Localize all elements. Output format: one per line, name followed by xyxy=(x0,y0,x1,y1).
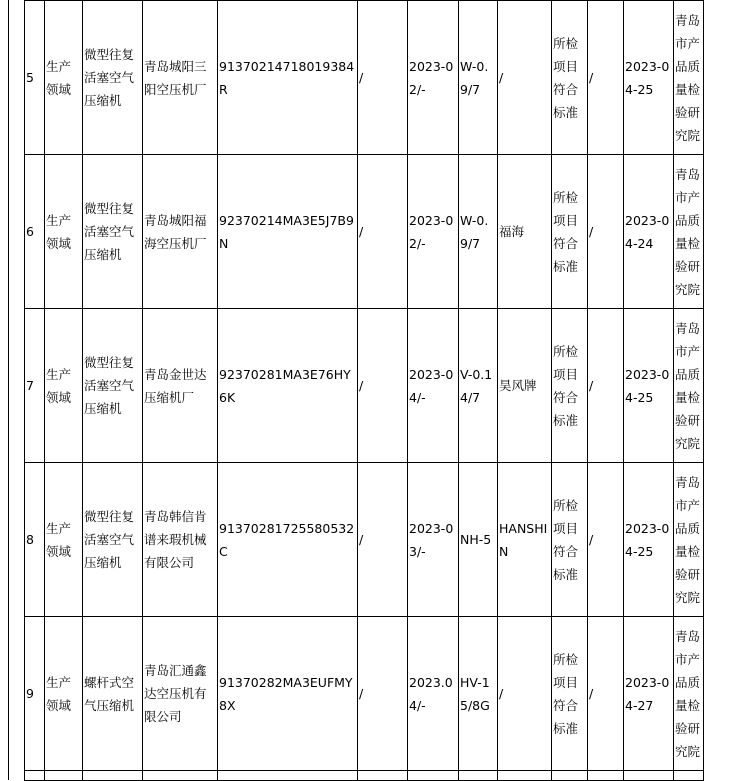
production-date-cell: 2023-03/- xyxy=(408,463,459,617)
row-index: 7 xyxy=(25,309,45,463)
credit-code-cell: 91370282MA3EUFMY8X xyxy=(218,617,358,771)
result-cell: 所检项目符合标准 xyxy=(552,155,588,309)
slash-cell: / xyxy=(358,309,408,463)
brand-cell: 福海 xyxy=(498,155,552,309)
product-cell: 微型往复活塞空气压缩机 xyxy=(83,309,143,463)
brand-cell: 昊风牌 xyxy=(498,309,552,463)
model-cell: W-0.9/7 xyxy=(459,155,498,309)
publish-date-cell: 2023-04-27 xyxy=(624,617,674,771)
slash-cell: / xyxy=(358,617,408,771)
remark-cell: / xyxy=(588,155,624,309)
remark-cell: / xyxy=(588,617,624,771)
production-date-cell: 2023.04/- xyxy=(408,617,459,771)
production-date-cell: 2023-04/- xyxy=(408,309,459,463)
row-index: 8 xyxy=(25,463,45,617)
table-row xyxy=(25,155,704,309)
field-cell: 生产领域 xyxy=(45,463,83,617)
result-cell: 所检项目符合标准 xyxy=(552,1,588,155)
enterprise-cell: 青岛汇通鑫达空压机有限公司 xyxy=(143,617,218,771)
remark-cell: / xyxy=(588,1,624,155)
result-cell: 所检项目符合标准 xyxy=(552,617,588,771)
product-cell: 微型往复活塞空气压缩机 xyxy=(83,463,143,617)
brand-cell: / xyxy=(498,617,552,771)
product-cell: 微型往复活塞空气压缩机 xyxy=(83,155,143,309)
credit-code-cell: 91370281725580532C xyxy=(218,463,358,617)
institution-cell: 青岛市产品质量检验研究院 xyxy=(674,309,704,463)
empty-cell xyxy=(624,771,674,781)
product-cell: 螺杆式空气压缩机 xyxy=(83,617,143,771)
empty-cell xyxy=(143,771,218,781)
product-cell: 微型往复活塞空气压缩机 xyxy=(83,1,143,155)
table-row xyxy=(25,617,704,771)
model-cell: W-0.9/7 xyxy=(459,1,498,155)
empty-cell xyxy=(25,771,45,781)
empty-cell xyxy=(459,771,498,781)
institution-cell: 青岛市产品质量检验研究院 xyxy=(674,155,704,309)
enterprise-cell: 青岛城阳三阳空压机厂 xyxy=(143,1,218,155)
row-index: 9 xyxy=(25,617,45,771)
enterprise-cell: 青岛韩信肯谱来瑕机械有限公司 xyxy=(143,463,218,617)
production-date-cell: 2023-02/- xyxy=(408,155,459,309)
enterprise-cell: 青岛城阳福海空压机厂 xyxy=(143,155,218,309)
institution-cell: 青岛市产品质量检验研究院 xyxy=(674,1,704,155)
field-cell: 生产领域 xyxy=(45,1,83,155)
publish-date-cell: 2023-04-25 xyxy=(624,463,674,617)
row-index: 5 xyxy=(25,1,45,155)
remark-cell: / xyxy=(588,463,624,617)
publish-date-cell: 2023-04-25 xyxy=(624,309,674,463)
empty-cell xyxy=(498,771,552,781)
empty-cell xyxy=(45,771,83,781)
empty-cell xyxy=(674,771,704,781)
production-date-cell: 2023-02/- xyxy=(408,1,459,155)
model-cell: NH-5 xyxy=(459,463,498,617)
remark-cell: / xyxy=(588,309,624,463)
empty-cell xyxy=(408,771,459,781)
empty-cell xyxy=(588,771,624,781)
enterprise-cell: 青岛金世达压缩机厂 xyxy=(143,309,218,463)
table-row xyxy=(25,1,704,155)
result-cell: 所检项目符合标准 xyxy=(552,463,588,617)
row-index: 6 xyxy=(25,155,45,309)
empty-cell xyxy=(218,771,358,781)
model-cell: HV-15/8G xyxy=(459,617,498,771)
field-cell: 生产领域 xyxy=(45,309,83,463)
institution-cell: 青岛市产品质量检验研究院 xyxy=(674,617,704,771)
table-row xyxy=(25,463,704,617)
empty-cell xyxy=(83,771,143,781)
table-row-partial xyxy=(25,771,704,781)
field-cell: 生产领域 xyxy=(45,155,83,309)
credit-code-cell: 92370214MA3E5J7B9N xyxy=(218,155,358,309)
publish-date-cell: 2023-04-24 xyxy=(624,155,674,309)
result-cell: 所检项目符合标准 xyxy=(552,309,588,463)
table-row xyxy=(25,309,704,463)
model-cell: V-0.14/7 xyxy=(459,309,498,463)
empty-cell xyxy=(358,771,408,781)
slash-cell: / xyxy=(358,1,408,155)
credit-code-cell: 92370281MA3E76HY6K xyxy=(218,309,358,463)
inspection-table xyxy=(24,0,704,781)
credit-code-cell: 91370214718019384R xyxy=(218,1,358,155)
left-border-fragment xyxy=(8,0,9,780)
slash-cell: / xyxy=(358,155,408,309)
brand-cell: / xyxy=(498,1,552,155)
publish-date-cell: 2023-04-25 xyxy=(624,1,674,155)
slash-cell: / xyxy=(358,463,408,617)
institution-cell: 青岛市产品质量检验研究院 xyxy=(674,463,704,617)
field-cell: 生产领域 xyxy=(45,617,83,771)
brand-cell: HANSHIN xyxy=(498,463,552,617)
empty-cell xyxy=(552,771,588,781)
